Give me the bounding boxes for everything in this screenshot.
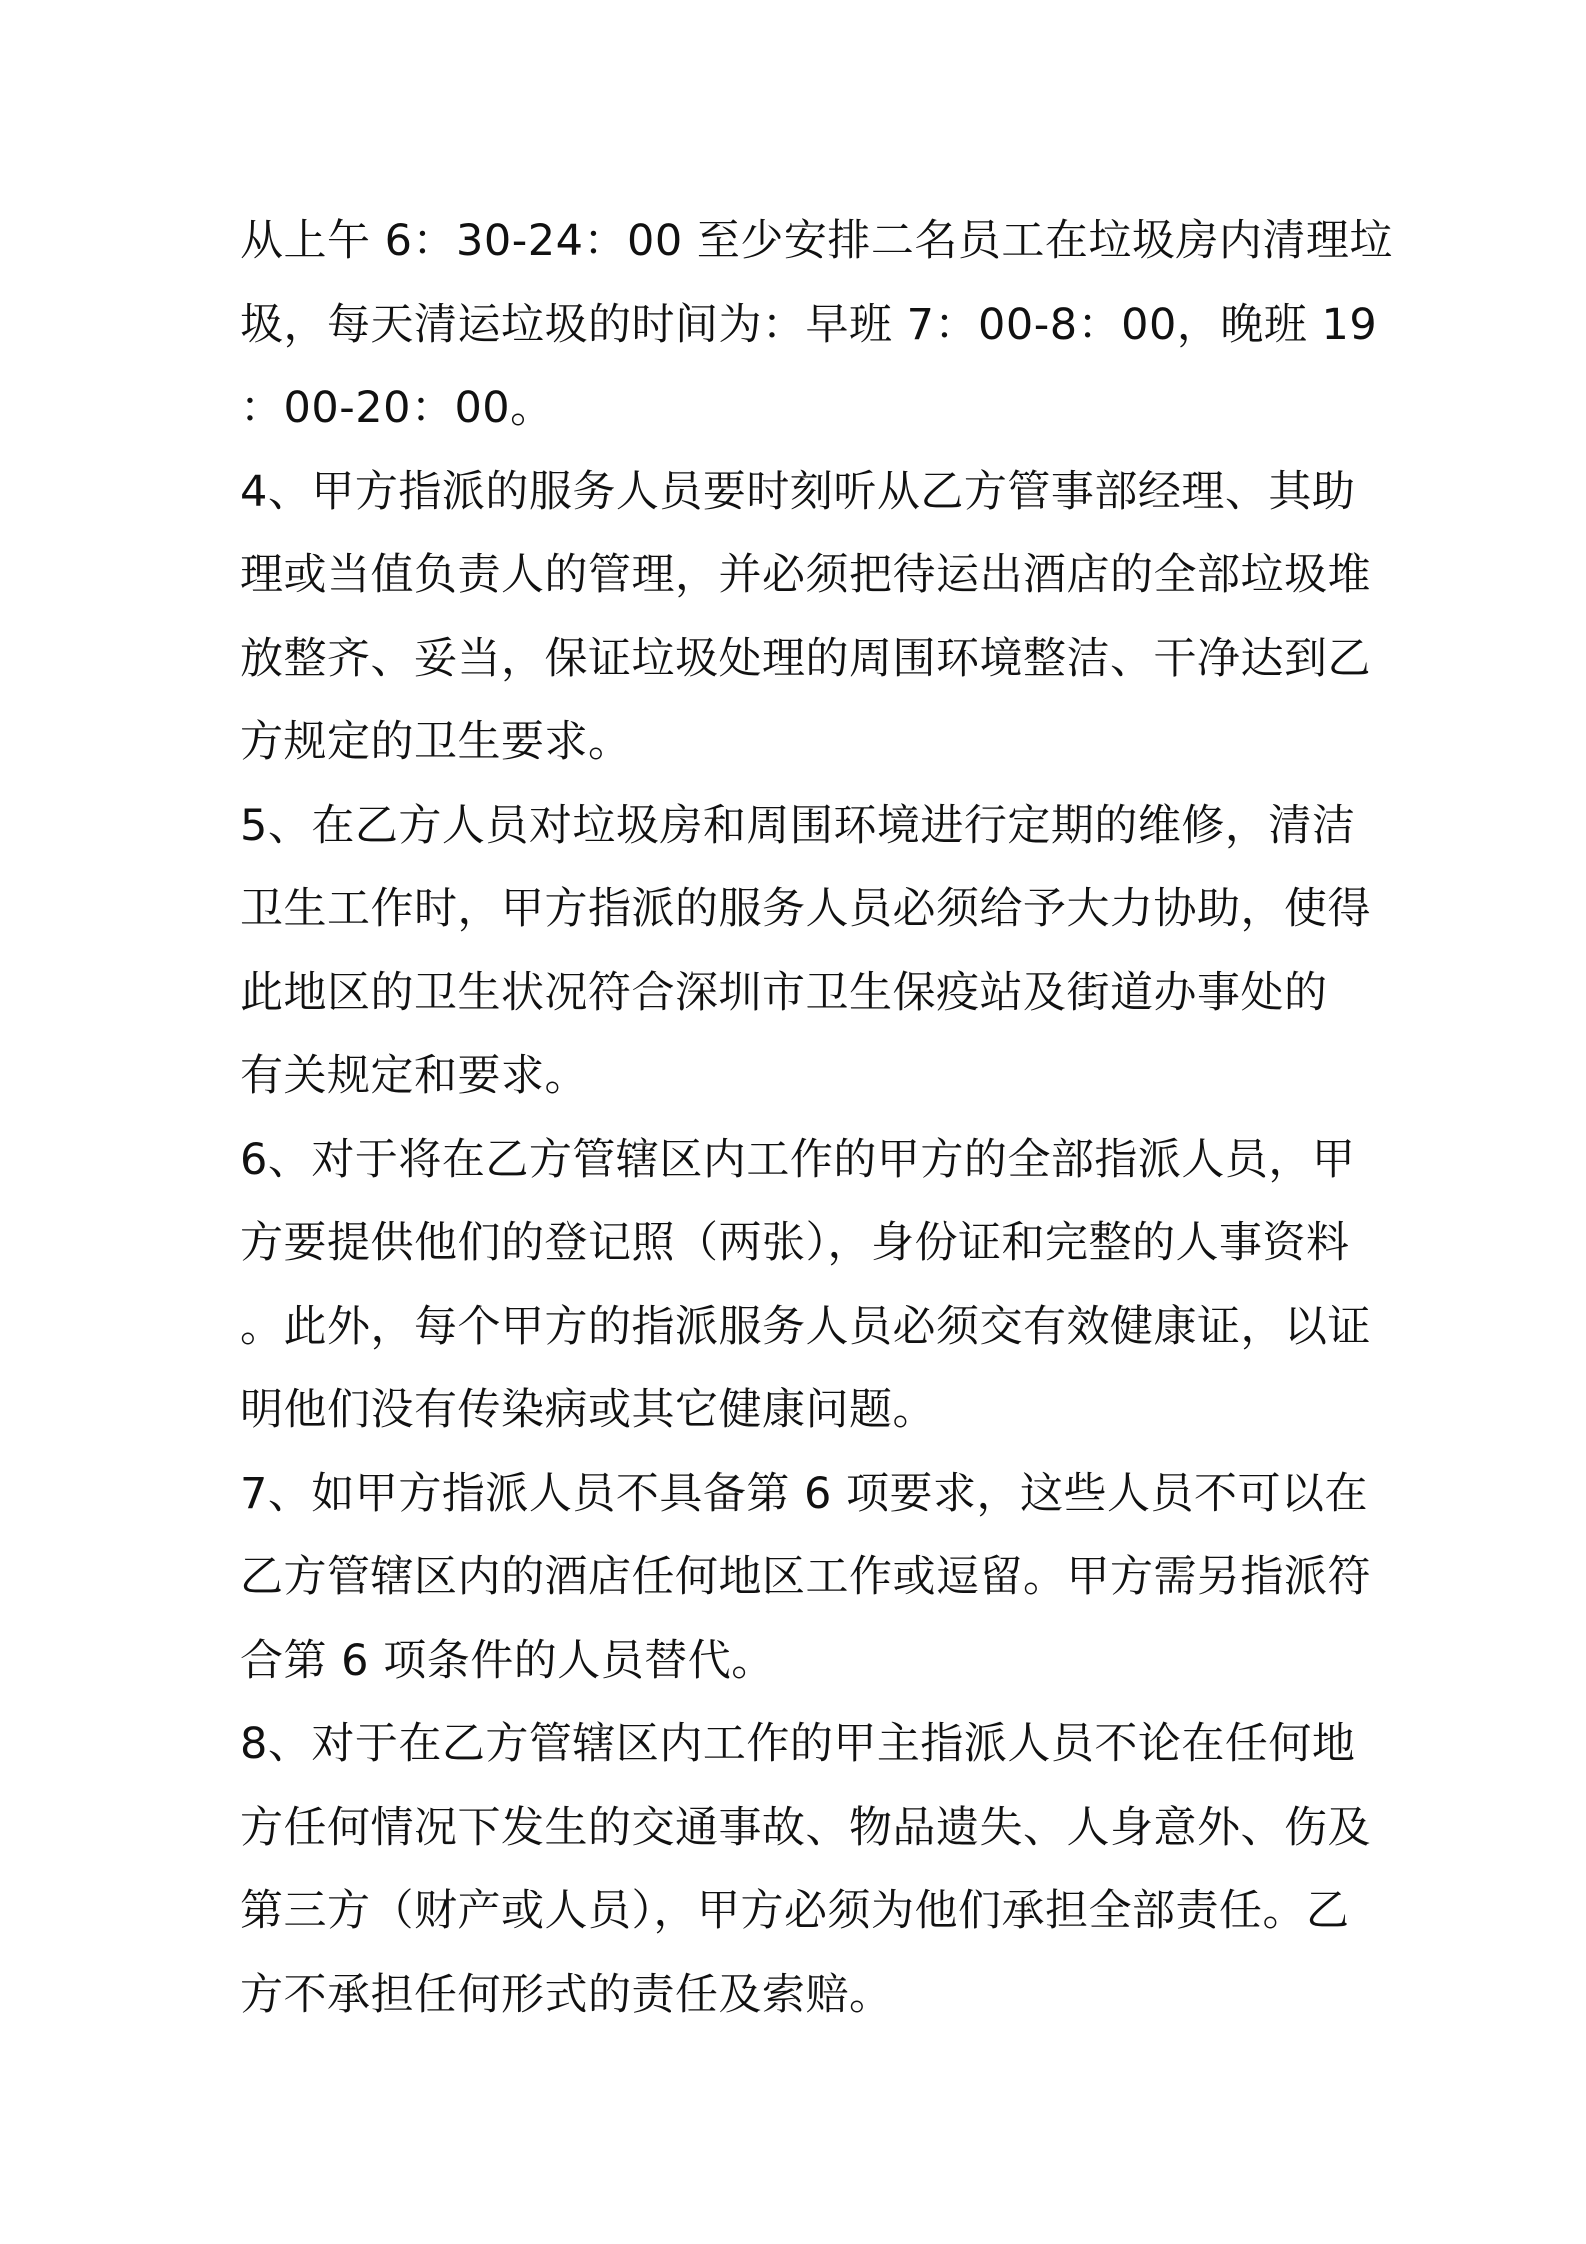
text-line: 合第 6 项条件的人员替代。 — [240, 1635, 775, 1686]
text-line: 5、在乙方人员对垃圾房和周围环境进行定期的维修，清洁 — [240, 800, 1356, 851]
text-line: 明他们没有传染病或其它健康问题。 — [240, 1385, 936, 1435]
text-line: 此地区的卫生状况符合深圳市卫生保疫站及街道办事处的 — [240, 967, 1328, 1018]
text-line: 圾，每天清运垃圾的时间为：早班 7：00-8：00，晚班 19 — [240, 299, 1378, 350]
body-text — [240, 200, 1393, 2037]
text-line: 方要提供他们的登记照（两张），身份证和完整的人事资料 — [240, 1218, 1350, 1268]
text-line: 理或当值负责人的管理，并必须把待运出酒店的全部垃圾堆 — [240, 550, 1371, 600]
text-line: 方规定的卫生要求。 — [240, 717, 632, 767]
text-line: ：00-20：00。 — [240, 383, 554, 433]
text-line: 第三方（财产或人员），甲方必须为他们承担全部责任。乙 — [240, 1886, 1350, 1936]
text-line: 从上午 6：30-24：00 至少安排二名员工在垃圾房内清理垃 — [240, 216, 1393, 266]
text-line: 卫生工作时，甲方指派的服务人员必须给予大力协助，使得 — [240, 884, 1371, 934]
text-line: 放整齐、妥当，保证垃圾处理的周围环境整洁、干净达到乙 — [240, 633, 1371, 684]
text-line: 8、对于在乙方管辖区内工作的甲主指派人员不论在任何地 — [240, 1719, 1356, 1769]
text-line: 4、甲方指派的服务人员要时刻听从乙方管事部经理、其助 — [240, 466, 1356, 517]
text-line: 方不承担任何形式的责任及索赔。 — [240, 1969, 893, 2020]
text-line: 6、对于将在乙方管辖区内工作的甲方的全部指派人员，甲 — [240, 1134, 1356, 1185]
text-line: 7、如甲方指派人员不具备第 6 项要求，这些人员不可以在 — [240, 1468, 1369, 1519]
text-line: 乙方管辖区内的酒店任何地区工作或逗留。甲方需另指派符 — [240, 1552, 1371, 1602]
text-line: 。此外，每个甲方的指派服务人员必须交有效健康证，以证 — [240, 1301, 1371, 1352]
text-line: 方任何情况下发生的交通事故、物品遗失、人身意外、伤及 — [240, 1802, 1371, 1853]
text-line: 有关规定和要求。 — [240, 1051, 588, 1101]
